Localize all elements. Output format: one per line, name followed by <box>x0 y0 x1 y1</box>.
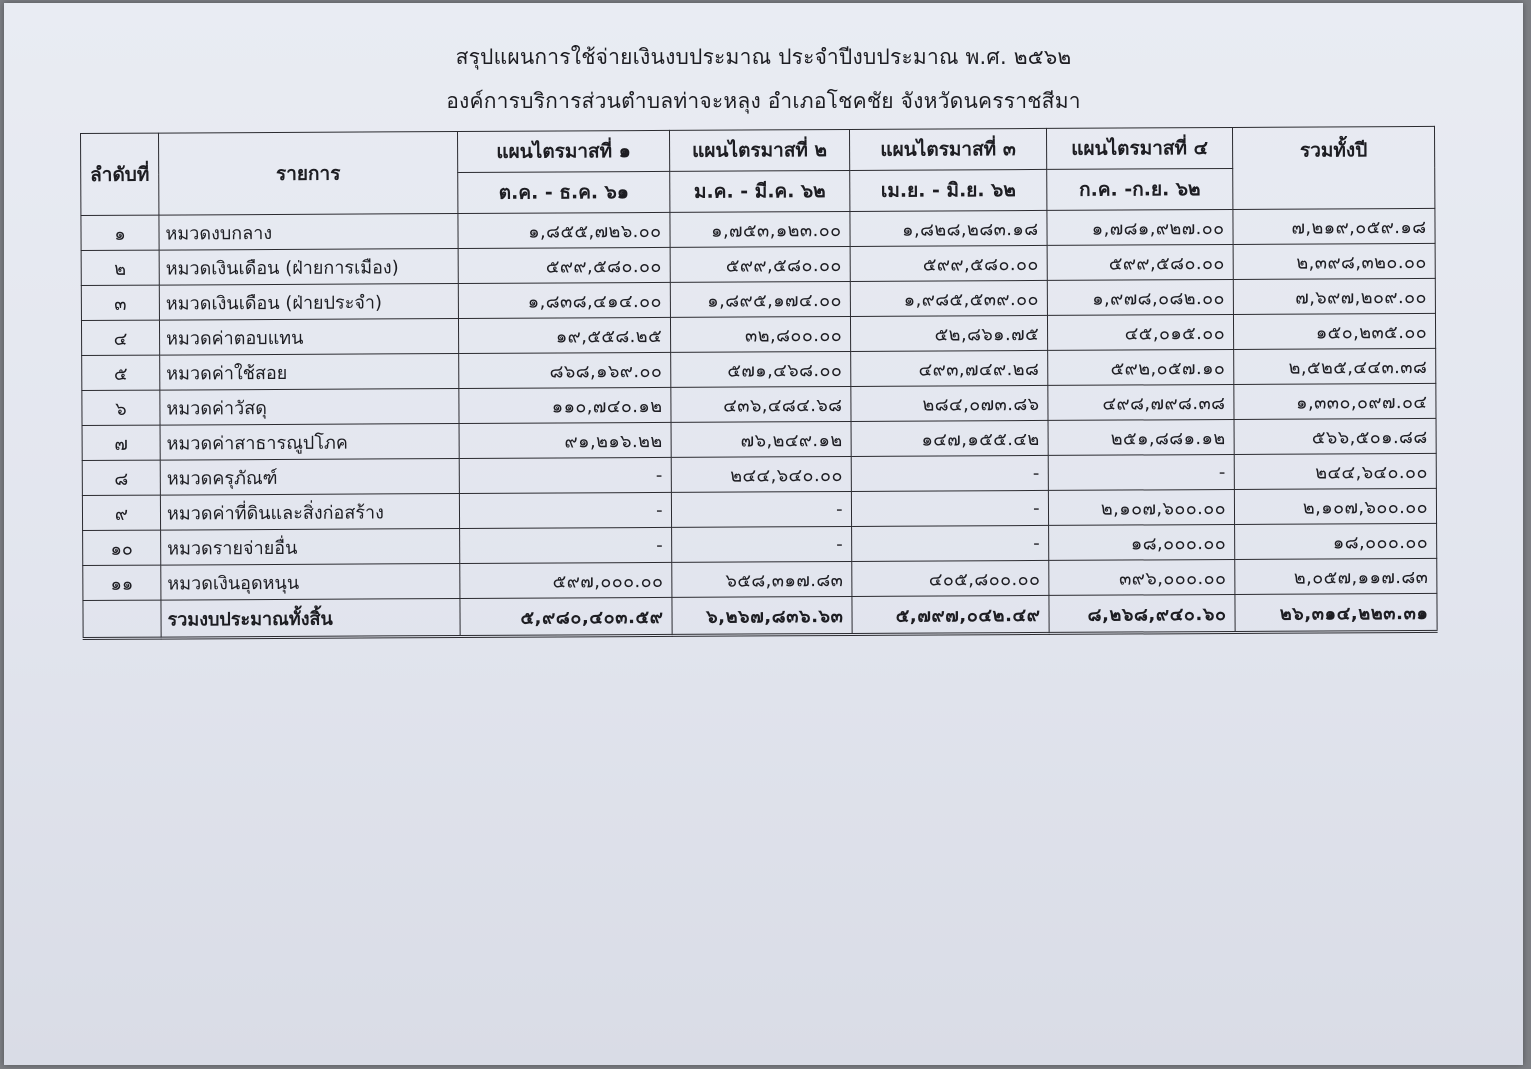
row-no: ๒ <box>81 250 159 285</box>
row-q1: ๕๙๗,๐๐๐.๐๐ <box>460 562 672 598</box>
row-total: ๒,๑๐๗,๖๐๐.๐๐ <box>1234 488 1436 524</box>
period-q4: ก.ค. -ก.ย. ๖๒ <box>1047 168 1233 210</box>
period-q3: เม.ย. - มิ.ย. ๖๒ <box>850 169 1047 211</box>
row-q3: ๔๐๕,๘๐๐.๐๐ <box>852 560 1049 596</box>
row-q3: - <box>852 525 1049 561</box>
header-row <box>81 126 1435 174</box>
row-q2: - <box>672 526 852 562</box>
row-q3: - <box>851 455 1048 491</box>
row-total: ๒,๓๙๘,๓๒๐.๐๐ <box>1233 243 1435 279</box>
row-q3: ๔๙๓,๗๔๙.๒๘ <box>851 350 1048 386</box>
row-item: หมวดค่าตอบแทน <box>159 319 458 356</box>
row-q1: ๘๖๘,๑๖๙.๐๐ <box>459 352 671 388</box>
header-no: ลำดับที่ <box>81 133 159 215</box>
row-no: ๕ <box>82 355 160 390</box>
total-q3: ๕,๗๙๗,๐๔๒.๔๙ <box>852 595 1049 634</box>
row-no: ๗ <box>82 425 160 460</box>
row-no: ๙ <box>82 495 160 530</box>
row-q2: ๑,๗๕๓,๑๒๓.๐๐ <box>670 211 850 247</box>
row-q4: ๒,๑๐๗,๖๐๐.๐๐ <box>1048 489 1234 525</box>
row-total: ๒,๕๒๕,๔๔๓.๓๘ <box>1234 348 1436 384</box>
row-item: หมวดงบกลาง <box>159 214 458 251</box>
row-q2: ๕๗๑,๔๖๘.๐๐ <box>671 351 851 387</box>
row-q4: ๑,๙๗๘,๐๘๒.๐๐ <box>1047 279 1233 315</box>
row-q4: ๔๙๘,๗๙๘.๓๘ <box>1048 384 1234 420</box>
row-total: ๕๖๖,๕๐๑.๘๘ <box>1234 418 1436 454</box>
row-item: หมวดค่าวัสดุ <box>160 389 459 426</box>
row-q2: ๖๕๘,๓๑๗.๘๓ <box>672 561 852 597</box>
row-q3: ๑,๘๒๘,๒๘๓.๑๘ <box>850 210 1047 246</box>
row-total: ๑๕๐,๒๓๕.๐๐ <box>1233 313 1435 349</box>
row-no: ๔ <box>81 320 159 355</box>
total-row <box>83 593 1437 638</box>
row-q2: ๒๔๔,๖๔๐.๐๐ <box>671 456 851 492</box>
row-total: ๑๘,๐๐๐.๐๐ <box>1235 523 1437 559</box>
document-title: สรุปแผนการใช้จ่ายเงินงบประมาณ ประจำปีงบประมาณ พ.ศ. ๒๕๖๒ <box>455 45 1072 69</box>
header-item: รายการ <box>159 132 458 216</box>
row-q4: ๑,๗๘๑,๙๒๗.๐๐ <box>1047 209 1233 245</box>
total-no-cell <box>83 600 161 638</box>
row-total: ๒๔๔,๖๔๐.๐๐ <box>1234 453 1436 489</box>
row-q4: ๕๙๙,๕๘๐.๐๐ <box>1047 244 1233 280</box>
total-q2: ๖,๒๖๗,๘๓๖.๖๓ <box>672 596 852 635</box>
header-q2: แผนไตรมาสที่ ๒ <box>669 129 849 171</box>
row-no: ๑๑ <box>83 565 161 600</box>
row-item: หมวดรายจ่ายอื่น <box>161 529 460 566</box>
period-q1: ต.ค. - ธ.ค. ๖๑ <box>458 171 670 213</box>
row-no: ๑ <box>81 215 159 250</box>
row-q1: ๑,๘๓๘,๔๑๔.๐๐ <box>458 282 670 318</box>
row-no: ๓ <box>81 285 159 320</box>
row-q3: ๒๘๔,๐๗๓.๘๖ <box>851 385 1048 421</box>
row-item: หมวดเงินเดือน (ฝ่ายการเมือง) <box>159 249 458 286</box>
row-item: หมวดครุภัณฑ์ <box>160 459 459 496</box>
row-item: หมวดค่าสาธารณูปโภค <box>160 424 459 461</box>
row-q3: ๕๙๙,๕๘๐.๐๐ <box>850 245 1047 281</box>
row-q1: - <box>460 527 672 563</box>
row-q2: ๓๒,๘๐๐.๐๐ <box>670 316 850 352</box>
row-q4: ๑๘,๐๐๐.๐๐ <box>1049 524 1235 560</box>
header-q3: แผนไตรมาสที่ ๓ <box>849 128 1046 170</box>
header-total: รวมทั้งปี <box>1232 126 1434 209</box>
row-q1: ๑,๘๕๕,๗๒๖.๐๐ <box>458 212 670 248</box>
row-q2: ๕๙๙,๕๘๐.๐๐ <box>670 246 850 282</box>
period-q2: ม.ค. - มี.ค. ๖๒ <box>670 170 850 212</box>
row-item: หมวดค่าที่ดินและสิ่งก่อสร้าง <box>160 494 459 531</box>
row-q4: ๔๕,๐๑๕.๐๐ <box>1047 314 1233 350</box>
row-q3: - <box>851 490 1048 526</box>
row-q2: ๗๖,๒๔๙.๑๒ <box>671 421 851 457</box>
row-q2: ๔๓๖,๔๘๔.๖๘ <box>671 386 851 422</box>
header-q1: แผนไตรมาสที่ ๑ <box>457 130 669 172</box>
row-q4: - <box>1048 454 1234 490</box>
row-q1: ๙๑,๒๑๖.๒๒ <box>459 422 671 458</box>
row-q4: ๕๙๒,๐๕๗.๑๐ <box>1048 349 1234 385</box>
row-total: ๗,๖๙๗,๒๐๙.๐๐ <box>1233 278 1435 314</box>
row-q1: - <box>459 457 671 493</box>
row-q2: ๑,๘๙๕,๑๗๔.๐๐ <box>670 281 850 317</box>
total-year: ๒๖,๓๑๔,๒๒๓.๓๑ <box>1235 593 1437 632</box>
row-q3: ๑๔๗,๑๕๕.๔๒ <box>851 420 1048 456</box>
row-q3: ๕๒,๘๖๑.๗๕ <box>850 315 1047 351</box>
row-no: ๘ <box>82 460 160 495</box>
row-q4: ๒๕๑,๘๘๑.๑๒ <box>1048 419 1234 455</box>
row-q3: ๑,๙๘๕,๕๓๙.๐๐ <box>850 280 1047 316</box>
row-q4: ๓๙๖,๐๐๐.๐๐ <box>1049 559 1235 595</box>
row-total: ๒,๐๕๗,๑๑๗.๘๓ <box>1235 558 1437 594</box>
row-total: ๑,๓๓๐,๐๙๗.๐๔ <box>1234 383 1436 419</box>
header-q4: แผนไตรมาสที่ ๔ <box>1046 127 1232 169</box>
row-q1: ๑๑๐,๗๔๐.๑๒ <box>459 387 671 423</box>
row-total: ๗,๒๑๙,๐๕๙.๑๘ <box>1233 208 1435 244</box>
row-item: หมวดค่าใช้สอย <box>160 354 459 391</box>
total-label: รวมงบประมาณทั้งสิ้น <box>161 599 460 639</box>
total-q1: ๕,๙๘๐,๔๐๓.๕๙ <box>460 597 672 636</box>
total-q4: ๘,๒๖๘,๙๔๐.๖๐ <box>1049 594 1235 633</box>
row-q2: - <box>671 491 851 527</box>
row-item: หมวดเงินอุดหนุน <box>161 564 460 601</box>
row-q1: ๕๙๙,๕๘๐.๐๐ <box>458 247 670 283</box>
row-no: ๖ <box>82 390 160 425</box>
document-page <box>4 3 1523 1065</box>
row-item: หมวดเงินเดือน (ฝ่ายประจำ) <box>159 284 458 321</box>
row-q1: - <box>459 492 671 528</box>
row-q1: ๑๙,๕๕๘.๒๕ <box>458 317 670 353</box>
document-subtitle: องค์การบริการส่วนตำบลท่าจะหลุง อำเภอโชคชัย จังหวัดนครราชสีมา <box>446 89 1081 113</box>
row-no: ๑๐ <box>83 530 161 565</box>
budget-table <box>80 126 1438 640</box>
